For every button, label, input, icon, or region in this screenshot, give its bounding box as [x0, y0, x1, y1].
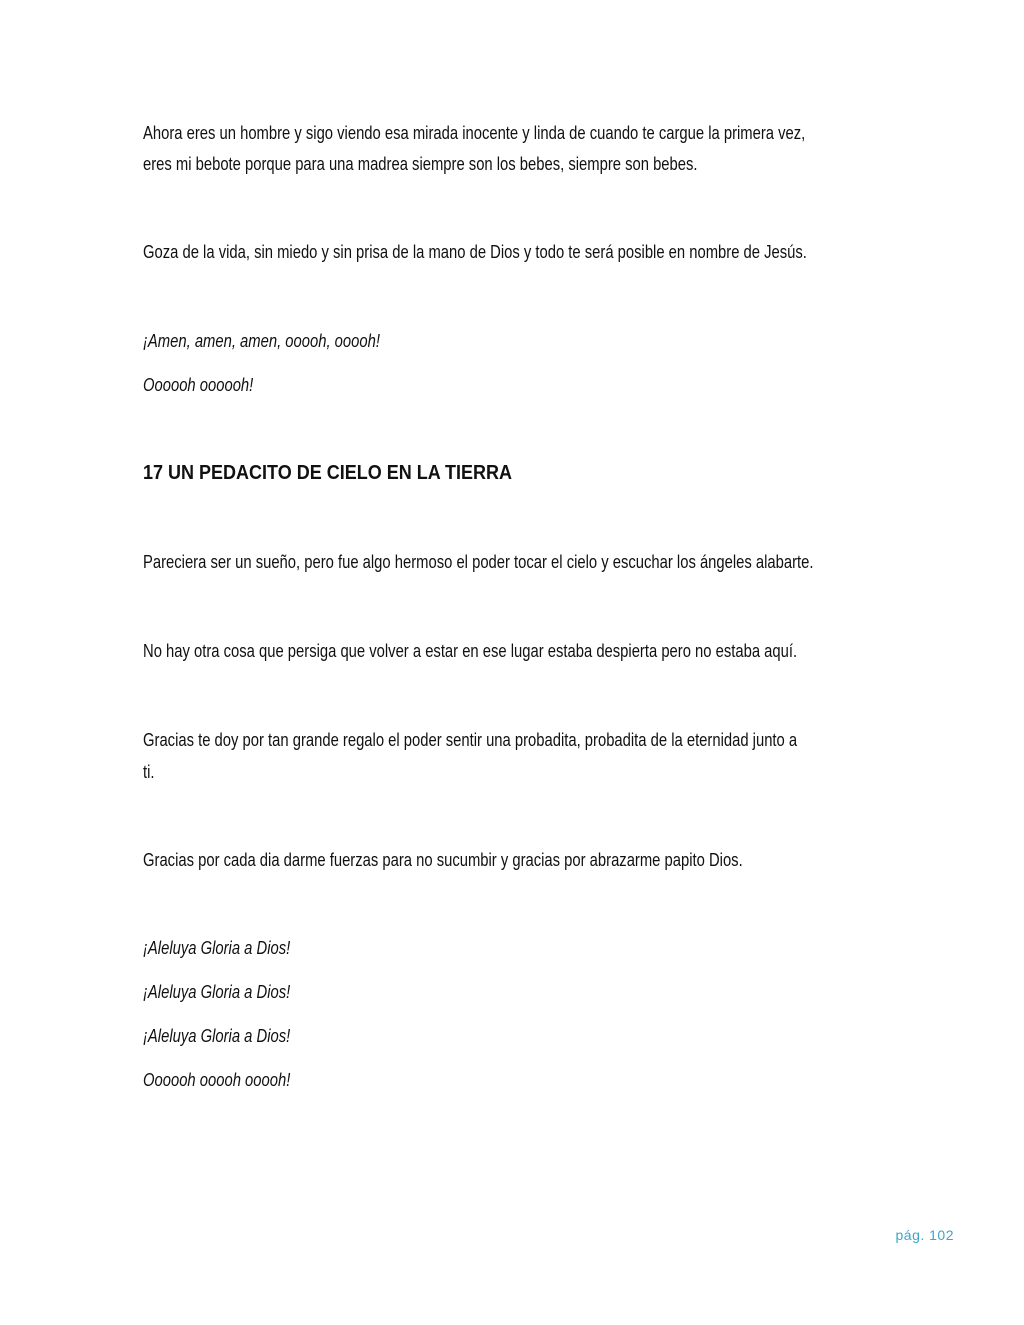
paragraph-line: Gracias te doy por tan grande regalo el poder sentir una probadita, probadita de la eternidad junto a: [143, 729, 798, 750]
chorus-line: Oooooh oooooh!: [143, 374, 254, 395]
paragraph-line: eres mi bebote porque para una madrea siempre son los bebes, siempre son bebes.: [143, 153, 698, 174]
page-number: pág. 102: [895, 1227, 954, 1243]
chorus-line: ¡Aleluya Gloria a Dios!: [143, 937, 291, 958]
section-heading: 17 UN PEDACITO DE CIELO EN LA TIERRA: [143, 462, 513, 484]
chorus-line: Oooooh ooooh ooooh!: [143, 1069, 291, 1090]
chorus-line: ¡Aleluya Gloria a Dios!: [143, 981, 291, 1002]
paragraph-line: Ahora eres un hombre y sigo viendo esa mirada inocente y linda de cuando te cargue la primera vez,: [143, 122, 806, 143]
chorus-line: ¡Amen, amen, amen, ooooh, ooooh!: [143, 330, 380, 351]
paragraph-line: Goza de la vida, sin miedo y sin prisa de la mano de Dios y todo te será posible en nombre de Jesús.: [143, 241, 807, 262]
chorus-line: ¡Aleluya Gloria a Dios!: [143, 1025, 291, 1046]
paragraph-line: ti.: [143, 761, 155, 782]
paragraph-line: Pareciera ser un sueño, pero fue algo hermoso el poder tocar el cielo y escuchar los ángeles alabarte.: [143, 551, 814, 572]
paragraph-line: Gracias por cada dia darme fuerzas para no sucumbir y gracias por abrazarme papito Dios.: [143, 849, 743, 870]
paragraph-line: No hay otra cosa que persiga que volver a estar en ese lugar estaba despierta pero no estaba aquí.: [143, 640, 798, 661]
